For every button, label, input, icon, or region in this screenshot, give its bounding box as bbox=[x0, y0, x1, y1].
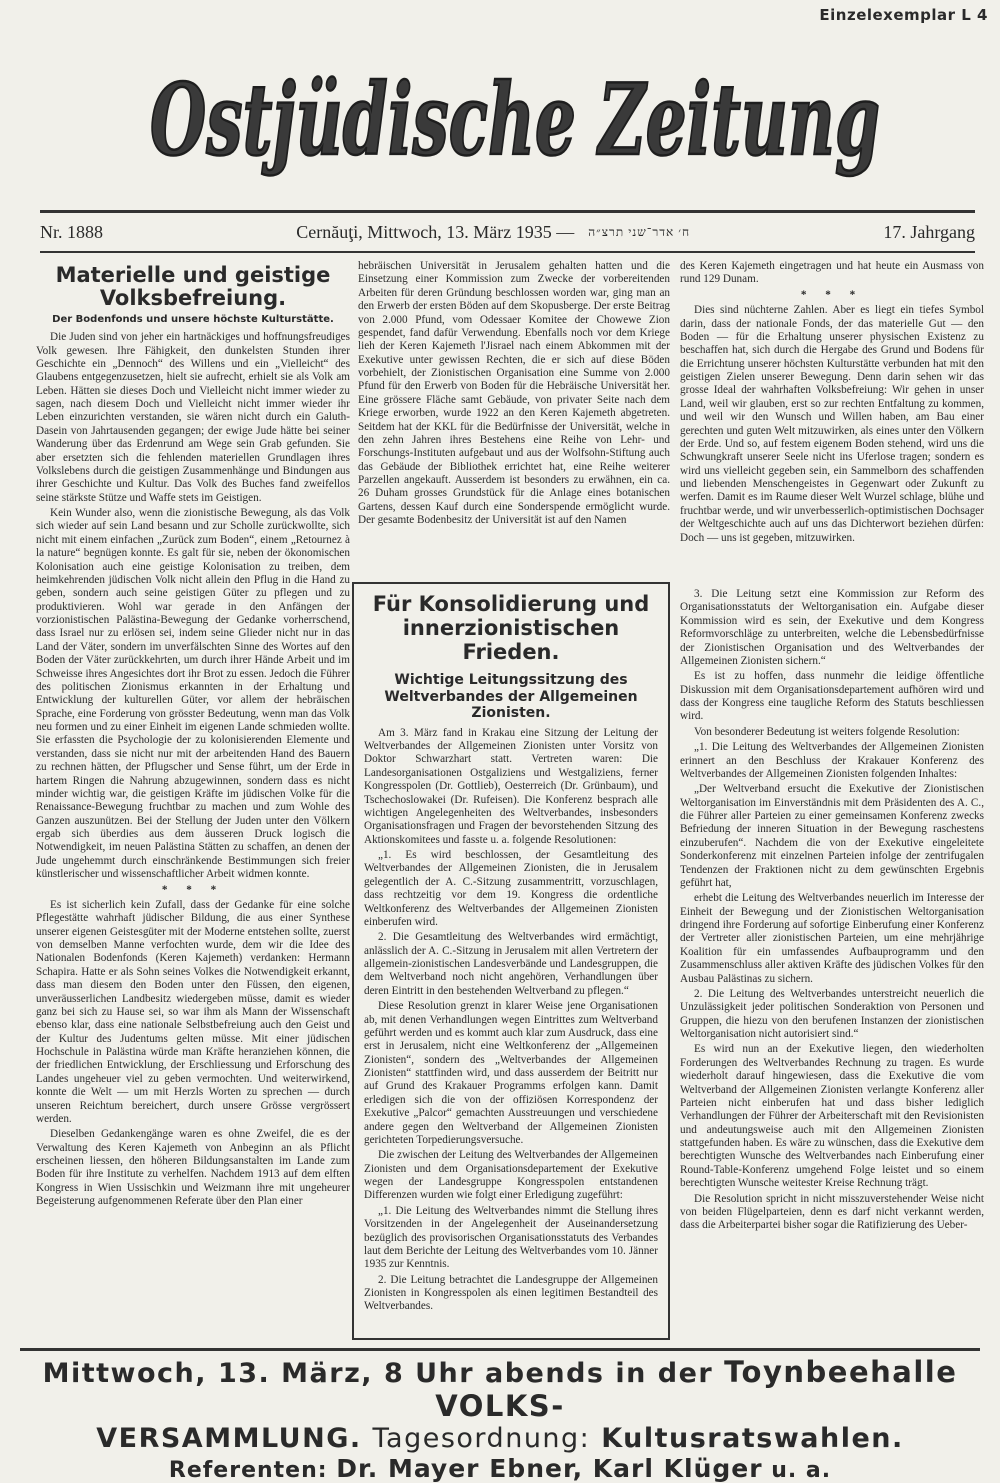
newspaper-title: Ostjüdische Zeitung bbox=[150, 63, 880, 178]
paragraph: „Der Weltverband ersucht die Exekutive der Zionistischen Weltorganisation im Einverständnis mit dem Präsidenten des A. C., die Führer aller Parteien zu einer gemeinsamen Konferenz zwecks Befriedung der inneren Situation in der Bewegung raschestens einzuberufen“. Nachdem die von der Exekutive eingeleitete Sonderkonferenz mit einzelnen Parteien infolge der zentrifugalen Tendenzen der Fraktionen nicht zu dem gewünschten Ergebnis geführt hat, bbox=[680, 783, 984, 889]
paragraph: hebräischen Universität in Jerusalem gehalten hatten und die Einsetzung einer Kommission zum Zwecke der vorbereitenden Arbeiten für deren Gründung beschlossen worden war, ging man an den Erwerb der ersten Böden auf dem Skopusberge. Der erste Beitrag von 2.000 Pfund, vom Odessaer Komitee der Chowewe Zion gespendet, fand dafür Verwendung. Ebenfalls noch vor dem Kriege lieh der Keren Kajemeth l'Jisrael nach einem Abkommen mit der Exekutive unter gewissen Rechten, die er sich auf diese Böden vorbehielt, der Zionistischen Organisation eine Summe von 2.000 Pfund für den Erwerb von Boden für die Hebräische Universität her. Eine grössere Fläche samt Gebäude, von privater Seite nach dem Kriege erworben, wurde 1922 an den Keren Kajemeth abgetreten. Seitdem hat der KKL für die Bedürfnisse der Universität, welche in den zehn Jahren ihres Bestehens eine Reihe von Lehr- und Forschungs-Instituten aufgebaut und aus der Wolfsohn-Stiftung auch das Gebäude der Bibliothek errichtet hat, eine Reihe weiterer Parzellen angekauft. Ausserdem ist besonders zu erwähnen, ein ca. 26 Duham grosses Grundstück für die Anlage eines botanischen Gartens, dessen Kauf durch eine Sonderspende ermöglicht wurde. Der gesamte Bodenbesitz der Universität ist auf den Namen bbox=[358, 260, 670, 527]
event-announcement bbox=[20, 1348, 980, 1483]
announcement-text: Mittwoch, 13. März, 8 Uhr abends in der bbox=[42, 1358, 714, 1389]
paragraph: Kein Wunder also, wenn die zionistische Bewegung, als das Volk sich wieder auf sein Land besann und zur Scholle zurückwollte, sich nicht mit einem einfachen „Zurück zum Boden“, einem „Retournez à la nature“ begnügen konnte. Es galt für sie, neben der ökonomischen Kolonisation auch eine geistige Kolonisation zu treiben, dem heimkehrenden jüdischen Volk nicht allein den Pflug in die Hand zu geben, sondern auch seine geistigen Güter zu pflegen und zu produktivieren. Wohl war gerade in den Anfängen der vorzionistischen Palästina-Bewegung der Gedanke vorherrschend, dass Israel nur zu erlösen sei, indem seine Glieder nicht nur in das Land der Väter, sondern im unverfälschten Sinne des Wortes auf den Boden der Väter zurückkehrten, um durch ihrer Hände Arbeit und im Schweisse ihres Angesichtes dort ihr Brot zu essen. Jedoch die Führer des politischen Zionismus erkannten in der Erhaltung und Entwicklung der kulturellen Güter, vor allem der hebräischen Sprache, eine Forderung von grösster Bedeutung, wenn man das Volk neu formen und zu einer Einheit im eigenen Lande schmieden wollte. Sie erfassten die Psychologie der zu kolonisierenden Elemente und verstanden, dass sie nicht nur mit der arbeitenden Hand des Bauern zu rechnen hätten, der Pflugscher und Sense führt, um der Erde in hartem Ringen die Nahrung abzugewinnen, sondern dass es nicht minder wichtig war, die geistigen Kräfte im jüdischen Volke für die Renaissance-Bewegung fruchtbar zu machen und zum Wohle des Ganzen auszunützen. Bei der Stellung der Juden unter den Völkern ergab sich überdies aus dem äusseren Druck logisch die Notwendigkeit, im neuen Palästina Stätten zu schaffen, an denen der Jude ungehemmt durch einschränkende Bestimmungen sich freier künstlerischer und wissenschaftlicher Arbeit widmen konnte. bbox=[36, 507, 350, 881]
paragraph: Diese Resolution grenzt in klarer Weise jene Organisationen ab, mit denen Verhandlungen wegen Eintrittes zum Weltverband geführt werden und es kommt auch klar zum Ausdruck, dass eine erst in Jerusalem, nicht eine Weltkonferenz der „Allgemeinen Zionisten“, sondern des „Weltverbandes der Allgemeinen Zionisten“ stattfinden wird, und dass ausserdem der Beitritt nur auf Grund des Krakauer Programms erfolgen kann. Damit erledigen sich die von der offiziösen Korrespondenz der Exekutive „Palcor“ gemachten Ausstreuungen und verschiedene andere gegen den Weltverband der Allgemeinen Zionisten gerichteten Torpedierungsversuche. bbox=[364, 1000, 658, 1146]
paragraph: 2. Die Leitung des Weltverbandes unterstreicht neuerlich die Unzulässigkeit jeder politischen Sonderaktion von Personen und Gruppen, die hiezu von den berufenen Instanzen der zionistischen Weltorganisation nicht autorisiert sind.“ bbox=[680, 987, 984, 1040]
issue-number: Nr. 1888 bbox=[40, 221, 103, 242]
article-subtitle: Wichtige Leitungssitzung des Weltverbandes der Allgemeinen Zionisten. bbox=[384, 672, 638, 721]
paragraph: Es ist sicherlich kein Zufall, dass der Gedanke für eine solche Pflegestätte wahrhaft jüdischer Bildung, die aus einer Synthese unserer eigenen Geistesgüter mit der Moderne entstehen sollte, zuerst von demselben Manne verfochten wurde, dem wir die Idee des Nationalen Bodenfonds (Keren Kajemeth) verdanken: Hermann Schapira. Hatte er als Sohn seines Volkes die Notwendigkeit erkannt, dass man diesem den Boden unter den Füssen, den eigenen, unveräusserlichen Landbesitz wiedergeben müsse, damit es wieder ganz bei sich zu Hause sei, so war ihm als Mann der Wissenschaft ebenso klar, dass eine nationale Selbstbefreiung auch den Geist und der Kultur des Judentums gelten müsse. Mit einer jüdischen Hochschule in Palästina würde man Kräfte heranziehen können, die der friedlichen Entwicklung, der Erschliessung und Erforschung des Landes ungeheuer viel zu geben vermochten. Und weiterwirkend, konnte die Welt — um mit Herzls Worten zu sprechen — durch unseren Reichtum bereichert, durch unsere Grösse vergrössert werden. bbox=[36, 898, 350, 1125]
article-subtitle: Der Bodenfonds und unsere höchste Kulturstätte. bbox=[52, 314, 334, 326]
section-separator: * * * bbox=[161, 883, 225, 896]
announcement-text: u. a. bbox=[771, 1458, 832, 1483]
issue-info-bar bbox=[40, 210, 975, 253]
paragraph: Es wird nun an der Exekutive liegen, den wiederholten Forderungen des Weltverbandes Rechnung zu tragen. Es wurde wiederholt darauf hingewiesen, dass die Exekutive die vom Weltverband der Allgemeinen Zionisten verlangte Konferenz aller Parteien nicht einberufen hat und dass bisher lediglich Verhandlungen der Führer der Arbeiterschaft mit den Revisionisten und andeutungsweise auch mit den Allgemeinen Zionisten stattgefunden haben. Es wäre zu wünschen, dass die Exekutive dem berechtigten Wunsche des Weltverbandes nach Einberufung einer Round-Table-Konferenz umgehend Folge leistet und so einem berechtigten Wunsche weitester Kreise Rechnung trägt. bbox=[680, 1043, 984, 1190]
announcement-text: Referenten: bbox=[168, 1458, 328, 1483]
dateline: Cernăuţi, Mittwoch, 13. März 1935 — bbox=[296, 221, 575, 242]
article-konsolidierung-continuation bbox=[680, 588, 984, 1340]
article-title: Für Konsolidierung und innerzionistischen Frieden. bbox=[372, 592, 650, 665]
paragraph: erhebt die Leitung des Weltverbandes neuerlich im Interesse der Einheit der Bewegung und der Zionistischen Weltorganisation dringend ihre Forderung auf sofortige Einberufung einer Konferenz der Vertreter aller zionistischen Parteien, um eine mehrjährige Koalition für ein umfassendes Aufbauprogramm und den Zusammenschluss aller aktiven Kräfte des jüdischen Volkes für den Ausbau Palästinas zu sichern. bbox=[680, 892, 984, 985]
announcement-venue: Toynbeehalle VOLKS- bbox=[435, 1355, 958, 1423]
paragraph: 3. Die Leitung setzt eine Kommission zur Reform des Organisationsstatuts der Weltorganisation ein. Aufgabe dieser Kommission wird es sein, der Exekutive und dem Kongress Reformvorschläge zu unterbreiten, welche die Lebensbedürfnisse der Zionistischen Organisation und des Weltverbandes der Allgemeinen Zionisten sichern.“ bbox=[680, 588, 984, 667]
paragraph: 2. Die Leitung betrachtet die Landesgruppe der Allgemeinen Zionisten in Kongresspolen als einen legitimen Bestandteil des Weltverbandes. bbox=[364, 1273, 658, 1313]
announcement-text: Tagesordnung: bbox=[372, 1423, 591, 1454]
paragraph: Es ist zu hoffen, dass nunmehr die leidige öffentliche Diskussion mit dem Organisationsdepartement aufhören wird und dass der Kongress eine taugliche Reform des Statuts beschliessen wird. bbox=[680, 670, 984, 723]
article-continuation-end bbox=[680, 260, 984, 575]
hebrew-date: ח׳ אדר־שני תרצ״ה bbox=[588, 224, 691, 239]
announcement-speakers: Dr. Mayer Ebner, Karl Klüger bbox=[336, 1454, 763, 1483]
paragraph: „1. Die Leitung des Weltverbandes der Allgemeinen Zionisten erinnert an den Beschluss der Krakauer Konferenz des Weltverbandes der Allgemeinen Zionisten folgenden Inhaltes: bbox=[680, 741, 984, 780]
announcement-event: VERSAMMLUNG. bbox=[96, 1423, 362, 1454]
paragraph: Die Resolution spricht in nicht misszuverstehender Weise nicht von beiden Flügelparteien, denn es darf nicht verkannt werden, dass die Arbeiterpartei bisher sogar die Ratifizierung des Ueber- bbox=[680, 1192, 984, 1232]
paragraph: Dies sind nüchterne Zahlen. Aber es liegt ein tiefes Symbol darin, dass der nationale Fonds, der das materielle Gut — den Boden — für die Erhaltung unserer physischen Existenz zu beschaffen hat, sich durch die Hergabe des Grund und Bodens für die Errichtung unserer höchsten Kulturstätte verbunden hat mit den geistigen Zielen unserer Bewegung. Denn darin sehen wir das grosse Ideal der wahrhaften Volksbefreiung: Wir gehen in unser Land, weil wir glauben, erst so zur rechten Entfaltung zu kommen, und weil wir den Wunsch und Willen haben, am Bau einer gerechten und guten Welt mitzuwirken, als eines unter den Völkern der Erde. Und so, auf festem eigenem Boden stehend, wird uns die Schwungkraft unserer Seele nicht ins Uferlose tragen; sondern es wird uns vielleicht gegeben sein, ein Sammelborn des schaffenden und liebenden Menschengeistes in Gegenwart oder Zukunft zu werfen. Damit es im Raume dieser Welt Wurzel schlage, blühe und fruchtbar werde, und wir unverbesserlich-optimistischen Dochsager der Weltgeschichte auch auf uns das Dichterwort beziehen dürfen: Doch — uns ist gegeben, mitzuwirken. bbox=[680, 304, 984, 544]
paragraph: „1. Es wird beschlossen, der Gesamtleitung des Weltverbandes der Allgemeinen Zionisten, die in Jerusalem gelegentlich der A. C.-Sitzung zusammentritt, vorzuschlagen, dass rechtzeitig vor dem 19. Kongress die ordentliche Weltkonferenz des Weltverbandes der Allgemeinen Zionisten einberufen wird. bbox=[364, 849, 658, 928]
section-separator: * * * bbox=[800, 288, 864, 301]
paragraph: des Keren Kajemeth eingetragen und hat heute ein Ausmass von rund 129 Dunam. bbox=[680, 260, 984, 286]
paragraph: 2. Die Gesamtleitung des Weltverbandes wird ermächtigt, anlässlich der A. C.-Sitzung in Jerusalem mit allen Vertretern der allgemein-zionistischen Landesverbände und Landesgruppen, die dem Weltverband noch nicht angehören, Verhandlungen über deren Eintritt in den bestehenden Weltverband zu pflegen.“ bbox=[364, 931, 658, 997]
article-konsolidierung bbox=[352, 582, 670, 1340]
article-volksbefreiung bbox=[36, 260, 350, 1340]
article-title: Materielle und geistige Volksbefreiung. bbox=[55, 263, 331, 311]
masthead bbox=[140, 22, 890, 200]
paragraph: Die Juden sind von jeher ein hartnäckiges und hoffnungsfreudiges Volk gewesen. Ihre Fähigkeit, den dunkelsten Stunden ihrer Geschichte ein „Dennoch“ des Willens und ein „Vielleicht“ des Glaubens entgegenzusetzen, hielt sie aufrecht, erhielt sie als Volk am Leben. Hätten sie dieses Doch und Vielleicht nicht immer wieder zu sagen, nach diesem Doch und Vielleicht nicht immer wieder ihr Leben einzurichten verstanden, sie wären nicht durch ein Galuth-Dasein von Jahrtausenden gegangen; der ewige Jude hätte bei seiner Wanderung über das Erdenrund am Wege sein Grab gefunden. Sie aber ersetzten sich die fehlenden materiellen Grundlagen ihres Volkslebens durch die geistigen Zusammenhänge und Bindungen aus ihrer Geschichte und Kultur. Das Volk des Buches fand zweifellos seine stärkste Stütze und Waffe stets im Geistigen. bbox=[36, 331, 350, 504]
announcement-agenda: Kultusratswahlen. bbox=[601, 1423, 904, 1454]
paragraph: „1. Die Leitung des Weltverbandes nimmt die Stellung ihres Vorsitzenden in der Angelegenheit der Auseinandersetzung bezüglich des provisorischen Organisationsstatuts des Verbandes laut dem Berichte der Leitung des Weltverbandes vom 10. Jänner 1935 zur Kenntnis. bbox=[364, 1204, 658, 1271]
paragraph: Dieselben Gedankengänge waren es ohne Zweifel, die es der Verwaltung des Keren Kajemeth von Anbeginn an als Pflicht erscheinen liessen, den höheren Bildungsanstalten im Lande zum Boden für ihre Institute zu verhelfen. Nachdem 1913 auf dem elften Kongress in Wien Ussischkin und Weizmann ihre mit ungeheurer Begeisterung aufgenommenen Referate über den Plan einer bbox=[36, 1128, 350, 1208]
paragraph: Am 3. März fand in Krakau eine Sitzung der Leitung der Weltverbandes der Allgemeinen Zionisten unter Vorsitz von Doktor Schwarzhart statt. Vertreten waren: Die Landesorganisationen Ostgaliziens und Westgaliziens, ferner Kongresspolen (Dr. Gottlieb), Oesterreich (Dr. Grünbaum), und Tschechoslowakei (Dr. Rufeisen). Die Konferenz besprach alle wichtigen Angelegenheiten des Weltverbandes, insbesonders Organisationsfragen und Fragen der bevorstehenden Sitzung des Aktionskomitees und fasste u. a. folgende Resolutionen: bbox=[364, 726, 658, 846]
article-continuation bbox=[358, 260, 670, 575]
price-label: Einzelexemplar L 4 bbox=[819, 6, 988, 24]
paragraph: Von besonderer Bedeutung ist weiters folgende Resolution: bbox=[694, 725, 960, 738]
volume-label: 17. Jahrgang bbox=[883, 221, 975, 242]
paragraph: Die zwischen der Leitung des Weltverbandes der Allgemeinen Zionisten und dem Organisationsdepartement der Exekutive wegen der Landesgruppe Kongresspolen entstandenen Differenzen wurden wie folgt einer Erledigung zugeführt: bbox=[364, 1149, 658, 1202]
